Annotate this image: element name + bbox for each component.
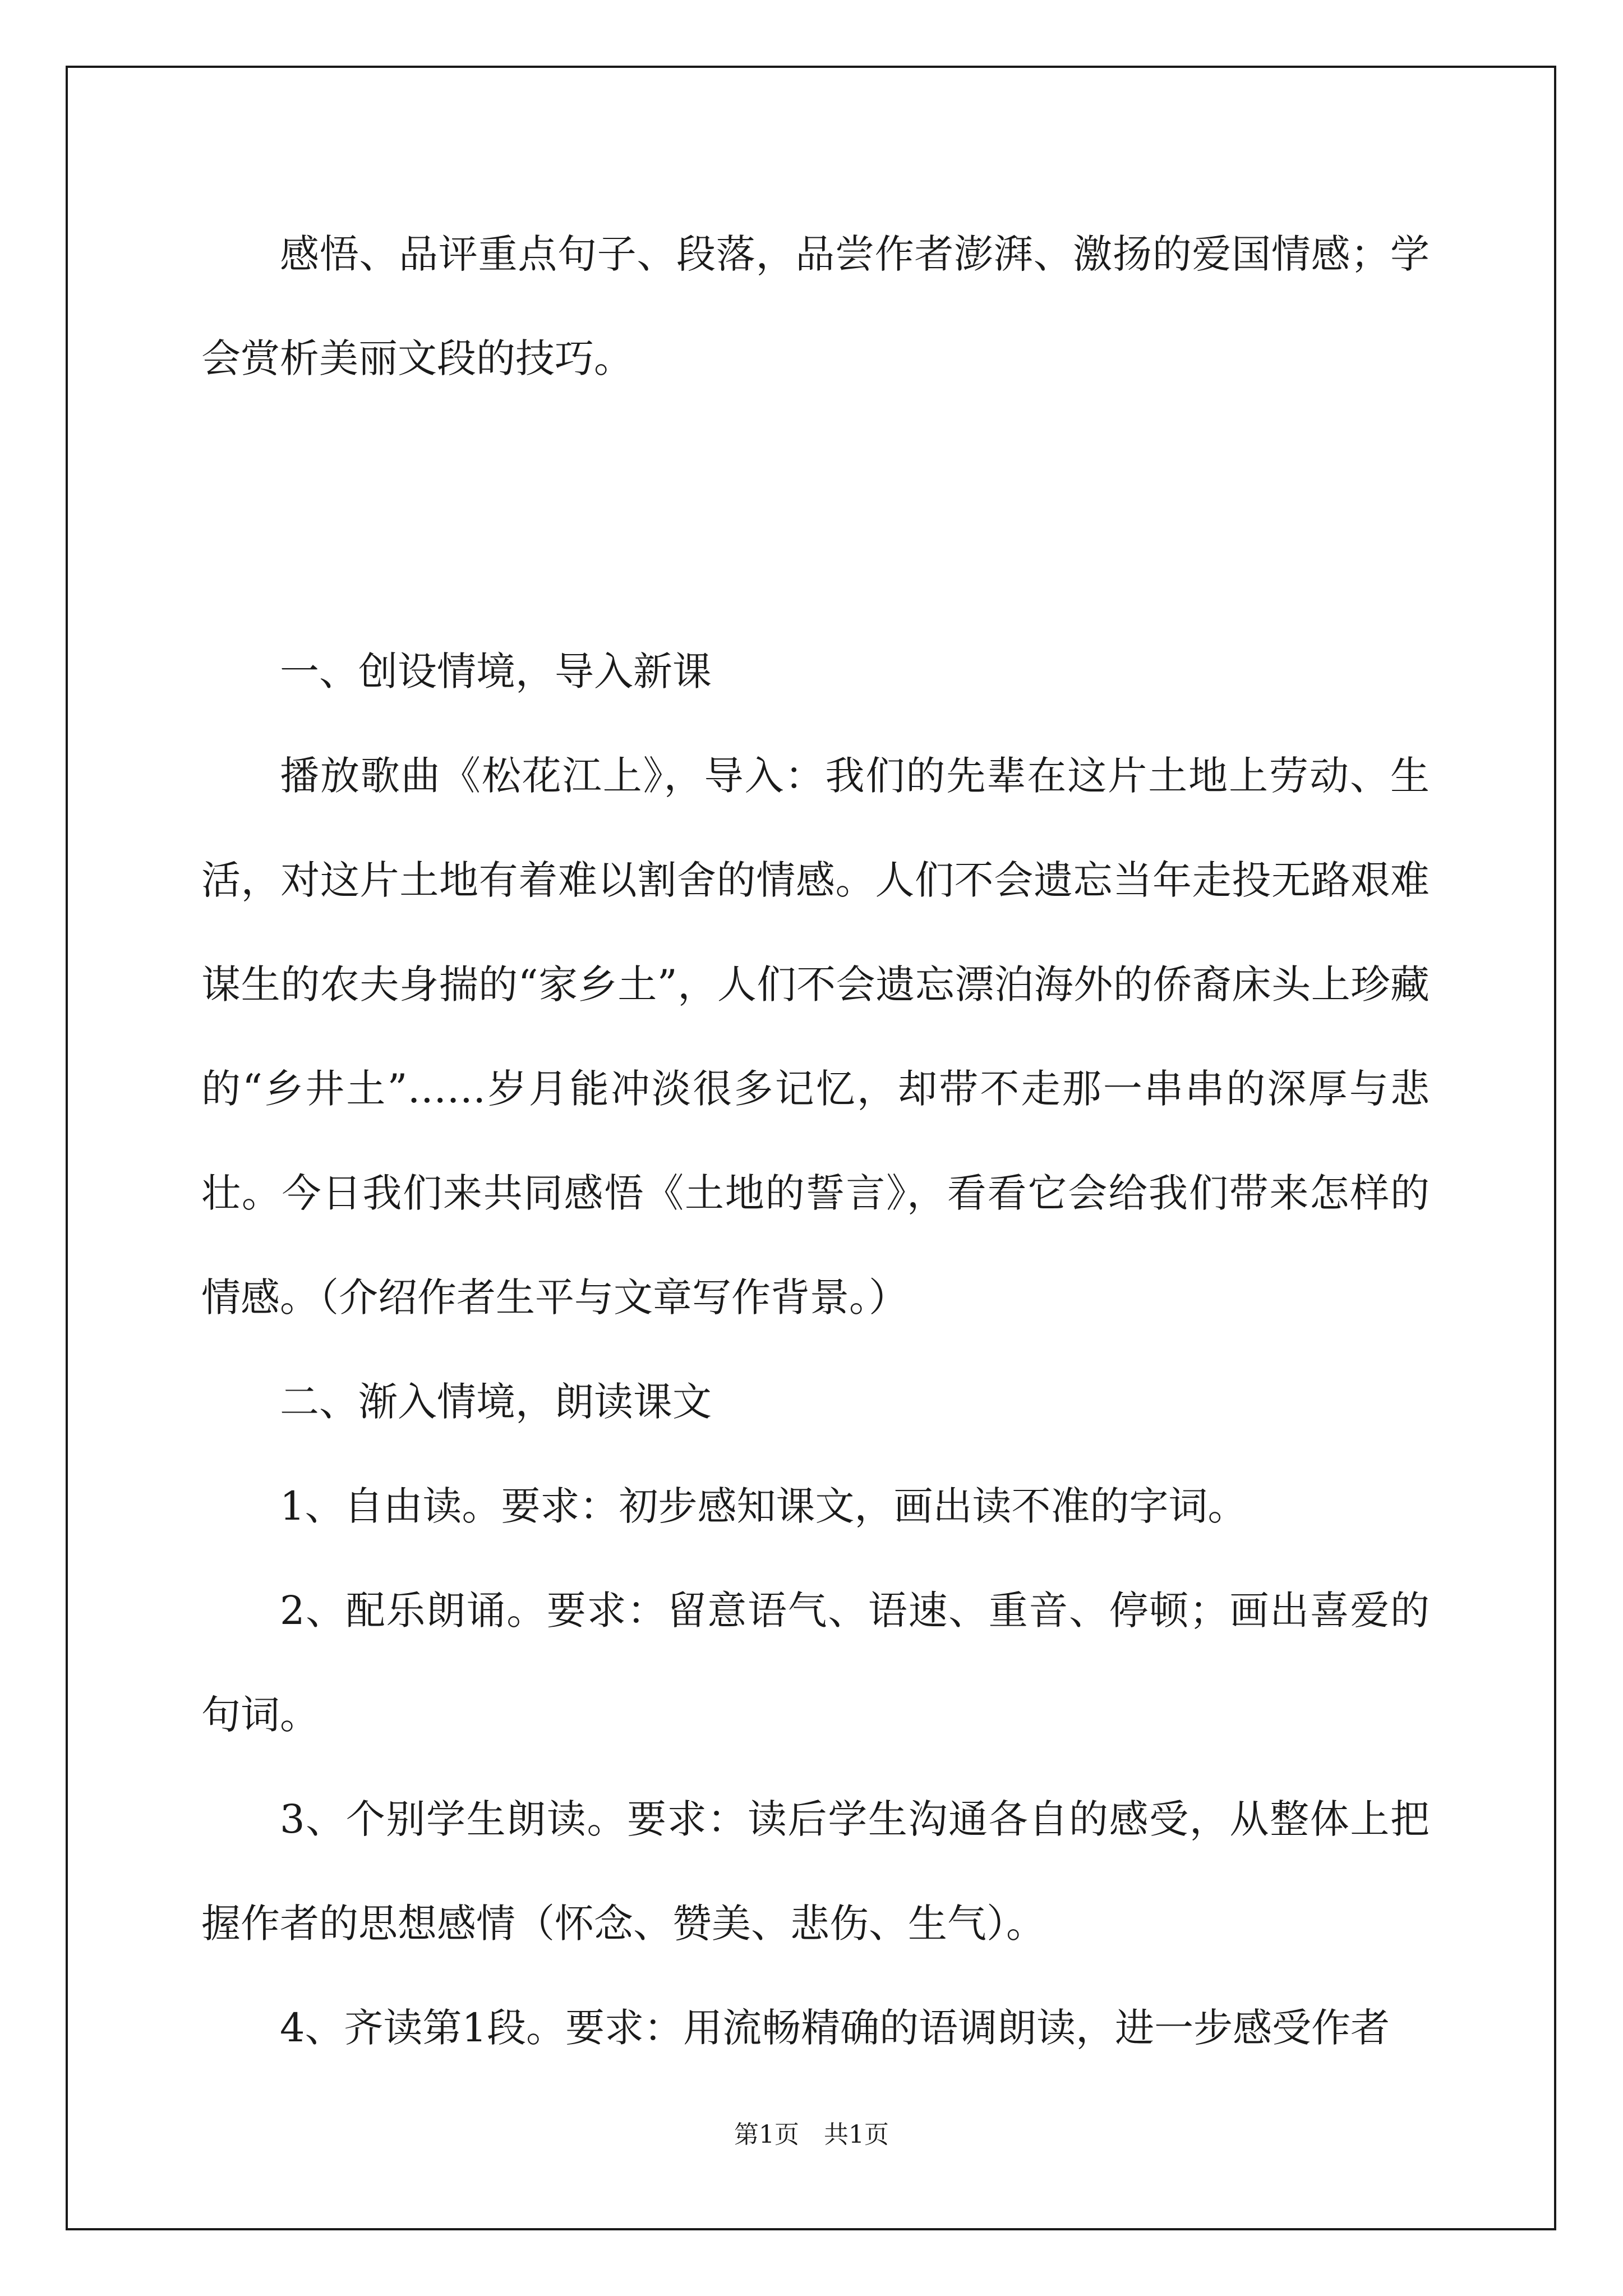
section-heading-1: 一、创设情境，导入新课 — [280, 648, 712, 694]
paragraph-lead-in: 播放歌曲《松花江上》，导入：我们的先辈在这片土地上劳动、生活，对这片土地有着难以割舍的情感。人们不会遗忘当年走投无路艰难谋生的农夫身揣的“家乡土”，人们不会遗忘漂泊海外的侨裔床头上珍藏的“乡井土”……岁月能冲淡很多记忆，却带不走那一串串的深厚与悲壮。今日我们来共同感悟《土地的誓言》，看看它会给我们带来怎样的情感。（介绍作者生平与文章写作背景。） — [201, 753, 1430, 1320]
page-footer: 第1页 共1页 — [734, 2120, 889, 2149]
section-heading-2: 二、渐入情境，朗读课文 — [280, 1379, 712, 1425]
list-item-2: 2、配乐朗诵。要求：留意语气、语速、重音、停顿；画出喜爱的句词。 — [201, 1588, 1430, 1738]
list-item-3: 3、个别学生朗读。要求：读后学生沟通各自的感受，从整体上把握作者的思想感情（怀念、赞美、悲伤、生气）。 — [201, 1796, 1430, 1947]
document-body — [201, 202, 1430, 2080]
list-item-1: 1、自由读。要求：初步感知课文，画出读不准的字词。 — [280, 1483, 1247, 1529]
paragraph-intro: 感悟、品评重点句子、段落，品尝作者澎湃、激扬的爱国情感；学会赏析美丽文段的技巧。 — [201, 231, 1430, 381]
paragraph-gap — [201, 411, 1430, 619]
list-item-4: 4、齐读第1段。要求：用流畅精确的语调朗读，进一步感受作者 — [280, 2005, 1390, 2051]
